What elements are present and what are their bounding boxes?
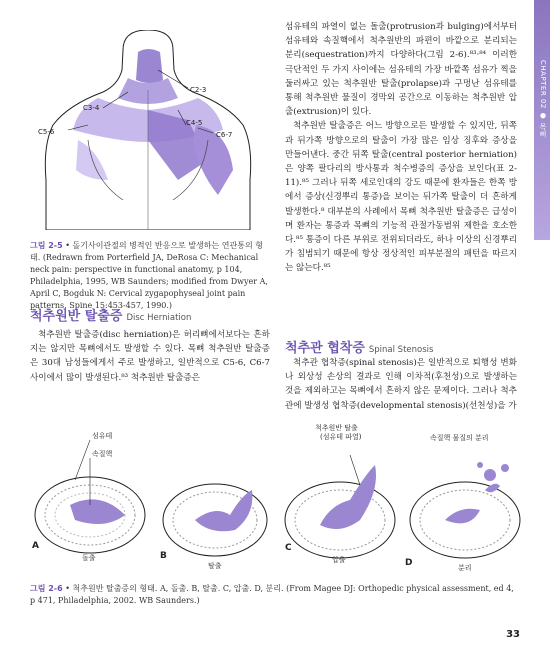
- section2-title: 척추관 협착증: [285, 341, 365, 356]
- label-c: C: [285, 543, 292, 553]
- section-heading-spinal-stenosis: [285, 337, 433, 356]
- figure1-caption-label: 그림 2-5: [30, 241, 63, 250]
- label-sequestration: 속질핵 물질의 분리: [430, 434, 489, 442]
- section2-body: [285, 356, 517, 413]
- section1-title: 척추원반 탈출증: [30, 309, 123, 324]
- label-c5-6: C5-6: [38, 128, 55, 136]
- referred-pain-figure: [28, 30, 268, 230]
- label-c6-7: C6-7: [216, 131, 233, 139]
- label-c3-4: C3-4: [83, 104, 100, 112]
- disc-a: [35, 440, 145, 553]
- label-prolapse: 척추원반 탈출 (섬유테 파열): [315, 424, 362, 441]
- label-c4-5: C4-5: [186, 119, 203, 127]
- figure2-caption: [30, 583, 520, 607]
- section1-paragraph: 척추원반 탈출증(disc herniation)은 허리뼈에서보다는 흔하지는 않지만 목뼈에서도 발생할 수 있다. 목뼈 척추원반 탈출증은 30대 남성들에게서 주로 발생하고, 일반적으로 C5-6, C6-7 사이에서 많이 발생된다.⁸³ 척추원반 탈출증은: [30, 330, 270, 383]
- figure1-caption-text: • 돌기사이관절의 병적인 반응으로 발생하는 연관통의 형태. (Redrawn from Porterfield JA, DeRosa C: Mechanical neck pain: perspective in functional anatomy, p 104, Philadelphia, 1995, WB Saunders; modified from Dwyer A, April C, Bogduk N: Cervical zygapophyseal joint pain patterns, Spine 15:453-457, 1990.): [30, 241, 268, 310]
- figure1-caption: [30, 240, 270, 312]
- label-c2-3: C2-3: [190, 86, 207, 94]
- section1-body: [30, 328, 270, 385]
- chapter-label: CHAPTER 02 ● 목뼈: [539, 60, 547, 138]
- label-a: A: [32, 541, 39, 551]
- label-bulge: 돌출: [82, 554, 96, 562]
- section2-title-en: Spinal Stenosis: [368, 345, 434, 355]
- section1-title-en: Disc Herniation: [126, 313, 192, 323]
- disc-d: [410, 462, 520, 558]
- chapter-side-tab: [534, 0, 550, 240]
- disc-b: [163, 484, 267, 556]
- label-extrusion: 압출: [332, 556, 346, 564]
- figure2-caption-text: • 척추원반 탈출증의 형태. A, 돌출. B, 탈출. C, 압출. D, 분리. (From Magee DJ: Orthopedic physical assessment, ed 4, p 471, Philadelphia, 2002. WB Saunders.): [30, 584, 514, 605]
- label-nucleus: 속질핵: [92, 450, 113, 458]
- label-separation: 분리: [458, 564, 472, 572]
- disc-herniation-figure: [30, 420, 525, 580]
- right-column-body: [285, 20, 517, 276]
- label-annulus: 섬유테: [92, 432, 113, 440]
- disc-c: [285, 455, 395, 558]
- section2-paragraph: 척추관 협착증(spinal stenosis)은 일반적으로 퇴행성 변화나 외상성 손상의 결과로 인해 이차적(후천성)으로 발생하는 것을 제외하고는 목뼈에서 흔하지 않은 문제이다. 그러나 척추관에 발생성 협착증(developmental stenosis)(선천성)을 가: [285, 358, 517, 411]
- right-paragraph-1: 섬유테의 파열이 없는 돌출(protrusion과 bulging)에서부터 섬유테와 속질핵에서 척추원반의 파편이 바깥으로 분리되는 분리(sequestration)까지 다양하다(그림 2-6).⁸³·⁸⁴ 이러한 극단적인 두 가지 사이에는 섬유테의 가장 바깥쪽 섬유가 찍을 둘러싸고 있는 척추원반 탈출(prolapse)과 구멍난 섬유테를 통해 척추원반 물질이 경막외 공간으로 이동하는 척추원반 압출(extrusion)이 있다.: [285, 22, 517, 118]
- right-paragraph-2: 척추원반 탈출증은 어느 방향으로든 발생할 수 있지만, 뒤쪽과 뒤가쪽 방향으로의 탈출이 가장 많은 임상 징후와 증상을 만들어낸다. 중간 뒤쪽 탈출(central posterior herniation)은 양쪽 팔다리의 방사통과 척수병증의 증상을 보인다(표 2-11).⁸⁵ 그러나 뒤쪽 세로인대의 강도 때문에 환자들은 한쪽 방에서 증상(신경뿌리 통증)을 보이는 뒤가쪽 탈출이 더 흔하게 발생한다.⁸ 대부분의 사례에서 목뼈 척추원반 탈출증은 급성이며 환자는 통증과 목뼈의 기능적 관절가동범위 제한을 호소한다.⁸⁵ 통증이 다른 부위로 전위되더라도, 하나 이상의 신경뿌리가 침범되기 때문에 항상 정상적인 피부분절의 패턴을 따르지는 않는다.⁸⁵: [285, 121, 517, 274]
- page-number: 33: [506, 629, 520, 640]
- figure2-caption-label: 그림 2-6: [30, 584, 63, 593]
- label-b: B: [160, 551, 167, 561]
- section-heading-disc-herniation: [30, 305, 191, 324]
- label-d: D: [405, 558, 413, 568]
- label-protrusion: 탈출: [208, 562, 222, 570]
